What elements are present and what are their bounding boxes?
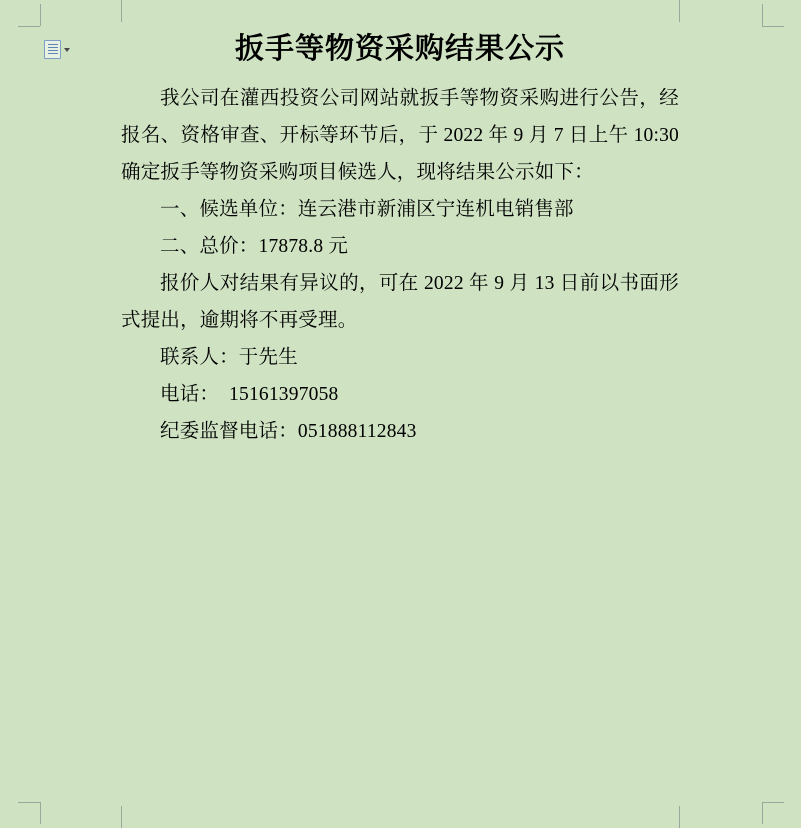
- margin-mark-top-right-corner: [762, 4, 763, 26]
- paragraph-contact-person: 联系人：于先生: [160, 346, 298, 368]
- margin-mark-top-left-horizontal: [18, 26, 40, 27]
- margin-mark-bottom-left-corner: [40, 802, 41, 824]
- margin-mark-top-left-corner: [40, 4, 41, 26]
- paragraph-candidate-unit: 一、候选单位：连云港市新浦区宁连机电销售部: [160, 198, 574, 220]
- paragraph-supervision-phone: 纪委监督电话：051888112843: [160, 420, 417, 442]
- margin-mark-top-left-vertical: [121, 0, 122, 22]
- margin-mark-bottom-right-horizontal: [762, 802, 784, 803]
- margin-mark-bottom-left-vertical: [121, 806, 122, 828]
- clipboard-paste-icon: [44, 40, 61, 59]
- paragraph-objection-notice: 报价人对结果有异议的，可在 2022 年 9 月 13 日前以书面形式提出，逾期将不再受理。: [121, 272, 679, 331]
- paste-options-button[interactable]: [44, 40, 70, 59]
- paragraph-phone: 电话： 15161397058: [160, 383, 339, 405]
- margin-mark-bottom-right-vertical: [679, 806, 680, 828]
- margin-mark-top-right-vertical: [679, 0, 680, 22]
- margin-mark-top-right-horizontal: [762, 26, 784, 27]
- page-title: 扳手等物资采购结果公示: [234, 31, 565, 65]
- margin-mark-bottom-left-horizontal: [18, 802, 40, 803]
- paragraph-intro: 我公司在灌西投资公司网站就扳手等物资采购进行公告，经报名、资格审查、开标等环节后，于 2022 年 9 月 7 日上午 10:30 确定扳手等物资采购项目候选人，现将结果公示如下：: [121, 87, 679, 183]
- paragraph-total-price: 二、总价：17878.8 元: [160, 235, 349, 257]
- document-body: [121, 26, 679, 450]
- chevron-down-icon[interactable]: [64, 48, 70, 52]
- margin-mark-bottom-right-corner: [762, 802, 763, 824]
